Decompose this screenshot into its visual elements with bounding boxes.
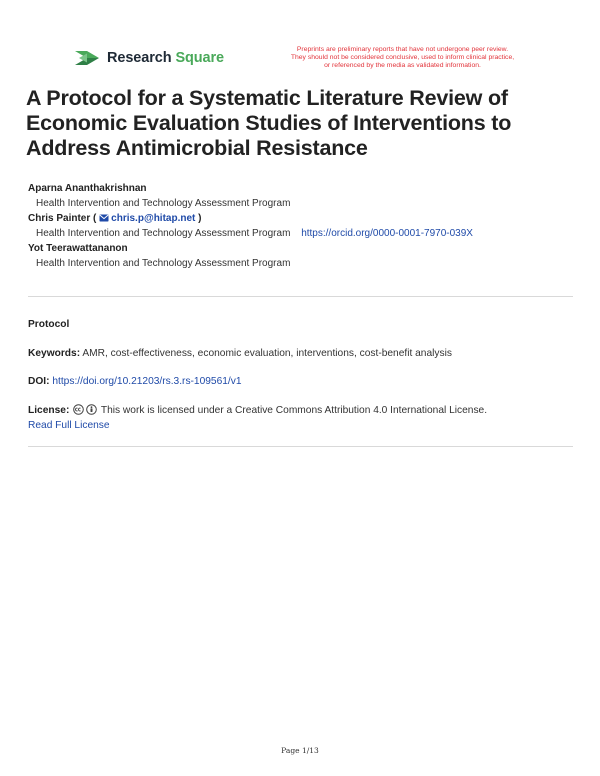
notice-line: or referenced by the media as validated information. bbox=[324, 62, 481, 70]
notice-line: They should not be considered conclusive, used to inform clinical practice, bbox=[290, 54, 515, 62]
author-name-with-contact bbox=[28, 212, 578, 226]
article-title: A Protocol for a Systematic Literature Review of Economic Evaluation Studies of Interventions to Address Antimicrobial Resistance bbox=[26, 86, 512, 160]
research-square-logo[interactable] bbox=[74, 48, 224, 68]
keywords-value: AMR, cost-effectiveness, economic evaluation, interventions, cost-benefit analysis bbox=[82, 348, 452, 359]
doi-row bbox=[28, 374, 578, 389]
by-icon bbox=[86, 404, 97, 415]
contact-paren-close: ) bbox=[198, 213, 202, 224]
license-label: License: bbox=[28, 405, 70, 416]
author-affiliation: Health Intervention and Technology Assessment Program bbox=[36, 198, 291, 209]
article-type bbox=[28, 317, 578, 332]
logo-text: Research Square bbox=[107, 50, 224, 66]
author-name: Yot Teerawattananon bbox=[28, 243, 128, 254]
author-name: Chris Painter bbox=[28, 213, 91, 224]
header bbox=[74, 44, 534, 78]
divider bbox=[28, 446, 573, 447]
author-name: Aparna Ananthakrishnan bbox=[28, 183, 147, 194]
keywords-row bbox=[28, 346, 578, 361]
article-type-value: Protocol bbox=[28, 319, 70, 330]
author-affiliation: Health Intervention and Technology Assessment Program bbox=[36, 228, 291, 239]
doi-label: DOI: bbox=[28, 376, 50, 387]
orcid-link[interactable]: https://orcid.org/0000-0001-7970-039X bbox=[301, 228, 473, 239]
license-text: This work is licensed under a Creative Commons Attribution 4.0 International License. bbox=[100, 405, 488, 416]
author-affiliation: Health Intervention and Technology Assessment Program bbox=[36, 258, 291, 269]
doi-link[interactable]: https://doi.org/10.21203/rs.3.rs-109561/v1 bbox=[52, 376, 242, 387]
author-email-link[interactable]: chris.p@hitap.net bbox=[99, 213, 198, 224]
author-list bbox=[28, 182, 578, 272]
preprint-notice bbox=[270, 46, 535, 71]
author-affiliation-row bbox=[36, 226, 578, 241]
cc-icon bbox=[73, 404, 84, 415]
read-full-license-link[interactable]: Read Full License bbox=[28, 420, 110, 431]
keywords-label: Keywords: bbox=[28, 348, 81, 359]
contact-paren-open: ( bbox=[93, 213, 97, 224]
license-row bbox=[28, 403, 578, 433]
research-square-logo-icon bbox=[74, 48, 100, 68]
divider bbox=[28, 296, 573, 297]
envelope-icon bbox=[99, 214, 109, 222]
notice-line: Preprints are preliminary reports that have not undergone peer review. bbox=[296, 46, 509, 53]
page-number: Page 1/13 bbox=[281, 746, 319, 755]
